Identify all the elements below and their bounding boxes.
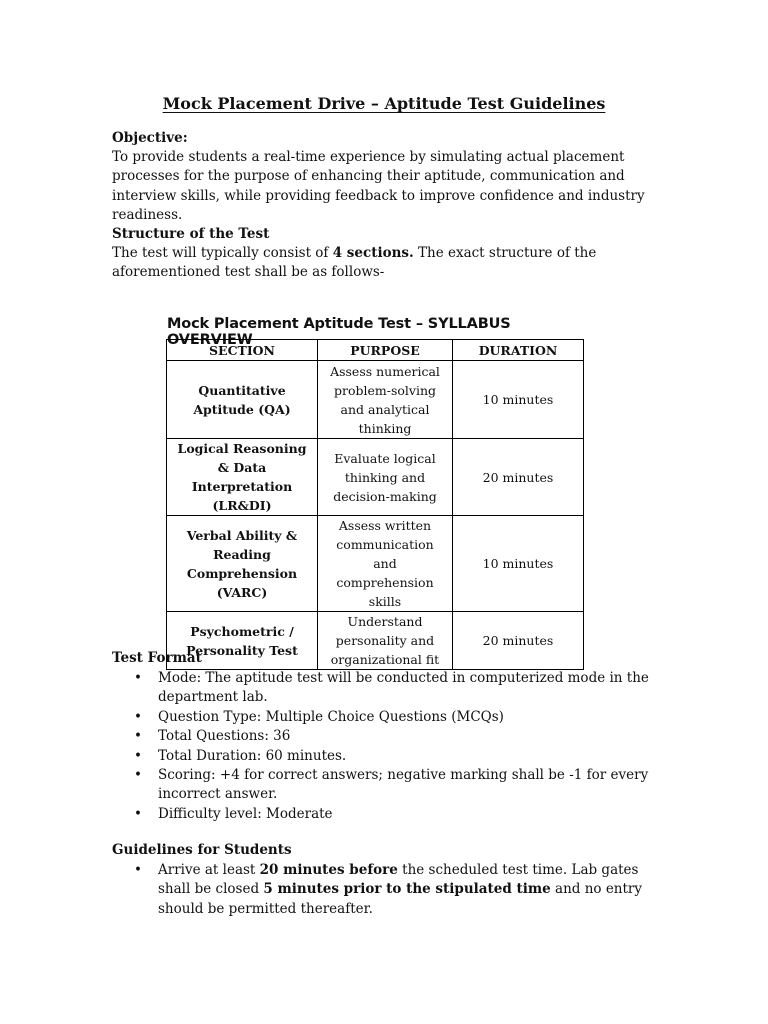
table-row <box>167 361 584 439</box>
table-row <box>167 439 584 516</box>
objective-heading: Objective: <box>112 130 188 146</box>
guideline-bold-text: 5 minutes prior to the stipulated time <box>263 881 551 898</box>
structure-text-start: The test will typically consist of <box>112 245 333 261</box>
header-purpose: PURPOSE <box>318 340 453 361</box>
syllabus-table-title: Mock Placement Aptitude Test – SYLLABUS OVERVIEW <box>167 316 511 348</box>
purpose-cell: Evaluate logical thinking and decision-making <box>318 439 453 516</box>
guideline-text: Arrive at least <box>158 862 260 878</box>
list-item: • Mode: The aptitude test will be conducted in computerized mode in the department lab. <box>112 669 672 708</box>
purpose-cell: Understand personality and organizational fit <box>318 612 453 670</box>
purpose-cell: Assess written communication and comprehension skills <box>318 516 453 612</box>
list-item <box>112 861 672 919</box>
table-header-row <box>167 340 584 361</box>
guideline-bold-text: 20 minutes before <box>259 862 398 878</box>
guideline-text: the scheduled test time. Lab gates shall be closed <box>158 862 639 898</box>
guideline-text: and no entry should be permitted thereafter. <box>158 881 643 917</box>
duration-cell: 10 minutes <box>453 516 584 612</box>
structure-text-end: The exact structure of the aforementioned test shall be as follows- <box>112 245 597 281</box>
guidelines-heading: Guidelines for Students <box>112 842 292 858</box>
list-item: • Scoring: +4 for correct answers; negative marking shall be -1 for every incorrect answer. <box>112 766 672 805</box>
section-cell: Quantitative Aptitude (QA) <box>167 361 318 439</box>
section-cell: Psychometric / Personality Test <box>167 612 318 670</box>
purpose-cell: Assess numerical problem-solving and analytical thinking <box>318 361 453 439</box>
structure-text-bold: 4 sections. <box>332 245 414 261</box>
table-row <box>167 516 584 612</box>
syllabus-table <box>166 339 584 670</box>
table-row <box>167 612 584 670</box>
section-cell: Verbal Ability & Reading Comprehension (VARC) <box>167 516 318 612</box>
duration-cell: 20 minutes <box>453 612 584 670</box>
list-item: • Difficulty level: Moderate <box>112 805 672 824</box>
objective-text: To provide students a real-time experience by simulating actual placement processes for the purpose of enhancing their aptitude, communication and interview skills, while providing feedback to improve confidence and industry readiness. <box>112 149 645 224</box>
test-format-heading: Test Format <box>112 650 202 666</box>
section-cell: Logical Reasoning & Data Interpretation (LR&DI) <box>167 439 318 516</box>
structure-heading: Structure of the Test <box>112 226 270 242</box>
header-section: SECTION <box>167 340 318 361</box>
duration-cell: 20 minutes <box>453 439 584 516</box>
guidelines-list <box>112 861 672 919</box>
test-format-list <box>112 669 672 824</box>
header-duration: DURATION <box>453 340 584 361</box>
list-item: • Question Type: Multiple Choice Questions (MCQs) <box>112 708 672 727</box>
list-item: • Total Duration: 60 minutes. <box>112 747 672 766</box>
page-title: Mock Placement Drive – Aptitude Test Guidelines <box>162 94 606 113</box>
structure-text <box>112 244 672 283</box>
duration-cell: 10 minutes <box>453 361 584 439</box>
list-item: • Total Questions: 36 <box>112 727 672 746</box>
